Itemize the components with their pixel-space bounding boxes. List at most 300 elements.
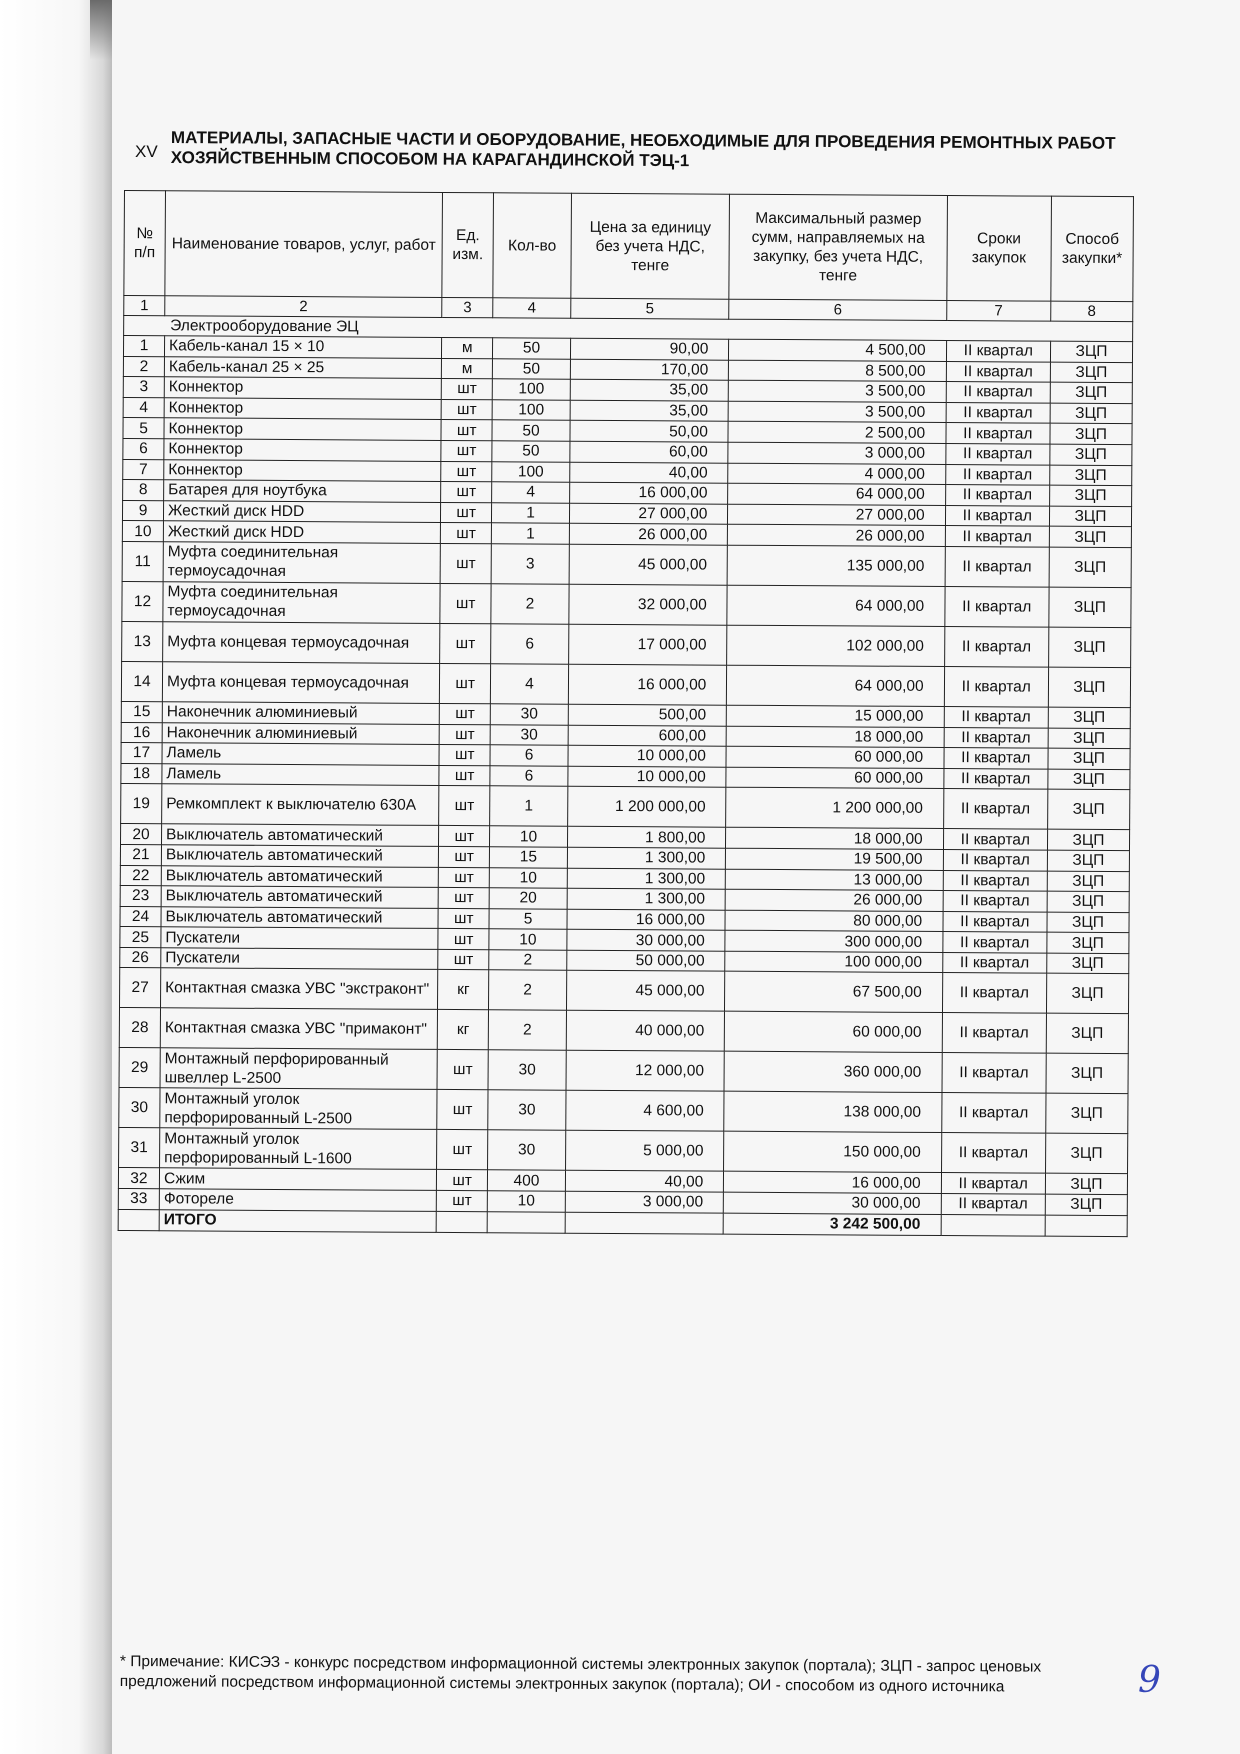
table-row bbox=[121, 784, 1130, 830]
row-number: 28 bbox=[119, 1008, 160, 1048]
row-number: 29 bbox=[119, 1048, 160, 1088]
unit-price: 32 000,00 bbox=[569, 584, 728, 625]
header-price: Цена за единицу без учета НДС, тенге bbox=[571, 193, 730, 299]
procurement-method: ЗЦП bbox=[1048, 728, 1130, 749]
max-sum: 15 000,00 bbox=[727, 705, 944, 727]
procurement-method: ЗЦП bbox=[1047, 932, 1129, 953]
procurement-method: ЗЦП bbox=[1046, 1054, 1128, 1095]
table-row bbox=[119, 1088, 1128, 1134]
unit-price: 16 000,00 bbox=[569, 482, 728, 504]
row-number: 23 bbox=[120, 886, 161, 907]
quantity: 5 bbox=[489, 908, 567, 929]
procurement-term: II квартал bbox=[945, 526, 1049, 547]
unit-price: 26 000,00 bbox=[569, 524, 728, 546]
quantity: 6 bbox=[490, 745, 568, 766]
header-qty: Кол-во bbox=[493, 193, 571, 298]
procurement-method: ЗЦП bbox=[1050, 362, 1132, 383]
item-name: Выключатель автоматический bbox=[161, 845, 438, 867]
row-number: 22 bbox=[120, 865, 161, 886]
unit-of-measure: шт bbox=[437, 1090, 488, 1130]
procurement-term: II квартал bbox=[944, 748, 1048, 769]
unit-price: 3 000,00 bbox=[565, 1191, 724, 1213]
quantity: 100 bbox=[492, 461, 570, 482]
item-name: Наконечник алюминиевый bbox=[162, 702, 439, 724]
column-number: 5 bbox=[571, 298, 730, 319]
unit-of-measure: шт bbox=[441, 420, 492, 441]
total-empty-cell bbox=[118, 1209, 159, 1230]
max-sum: 67 500,00 bbox=[725, 972, 943, 1013]
total-label: ИТОГО bbox=[159, 1209, 436, 1232]
row-number: 31 bbox=[119, 1128, 160, 1168]
quantity: 20 bbox=[489, 888, 567, 909]
unit-of-measure: шт bbox=[438, 929, 489, 950]
max-sum: 60 000,00 bbox=[725, 1012, 943, 1053]
procurement-method: ЗЦП bbox=[1048, 627, 1130, 668]
item-name: Батарея для ноутбука bbox=[164, 480, 441, 502]
procurement-term: II квартал bbox=[944, 626, 1048, 667]
unit-of-measure: шт bbox=[440, 623, 491, 663]
table-row bbox=[121, 661, 1130, 707]
unit-price: 1 300,00 bbox=[567, 868, 726, 890]
quantity: 100 bbox=[492, 400, 570, 421]
total-empty-cell bbox=[565, 1212, 724, 1234]
unit-of-measure: шт bbox=[437, 1050, 488, 1090]
header-name: Наименование товаров, услуг, работ bbox=[165, 191, 443, 298]
row-number: 24 bbox=[120, 906, 161, 927]
procurement-method: ЗЦП bbox=[1049, 527, 1131, 548]
document-title: МАТЕРИАЛЫ, ЗАПАСНЫЕ ЧАСТИ И ОБОРУДОВАНИЕ, НЕОБХОДИМЫЕ ДЛЯ ПРОВЕДЕНИЯ РЕМОНТНЫХ РАБОТ ХОЗЯЙСТВЕННЫМ СПОСОБОМ НА КАРАГАНДИНСКОЙ ТЭЦ-1 bbox=[170, 128, 1116, 171]
procurement-term: II квартал bbox=[945, 485, 1049, 506]
quantity: 2 bbox=[488, 1010, 566, 1050]
row-number: 4 bbox=[123, 397, 164, 418]
unit-price: 45 000,00 bbox=[569, 544, 728, 585]
unit-price: 40,00 bbox=[570, 462, 729, 484]
column-number: 1 bbox=[124, 296, 165, 316]
unit-of-measure: шт bbox=[441, 461, 492, 482]
procurement-method: ЗЦП bbox=[1047, 850, 1129, 871]
item-name: Коннектор bbox=[164, 418, 441, 440]
column-number: 3 bbox=[442, 297, 493, 317]
item-name: Жесткий диск HDD bbox=[163, 500, 440, 522]
item-name: Муфта соединительная термоусадочная bbox=[163, 542, 440, 584]
quantity: 1 bbox=[492, 503, 570, 524]
column-number: 7 bbox=[946, 301, 1050, 322]
quantity: 10 bbox=[487, 1191, 565, 1212]
quantity: 400 bbox=[488, 1170, 566, 1191]
table-row bbox=[122, 581, 1131, 627]
procurement-method: ЗЦП bbox=[1049, 485, 1131, 506]
item-name: Коннектор bbox=[164, 459, 441, 481]
quantity: 2 bbox=[491, 584, 569, 624]
procurement-term: II квартал bbox=[946, 423, 1050, 444]
procurement-method: ЗЦП bbox=[1047, 891, 1129, 912]
procurement-method: ЗЦП bbox=[1050, 465, 1132, 486]
unit-of-measure: шт bbox=[436, 1190, 487, 1211]
item-name: Выключатель автоматический bbox=[161, 906, 438, 928]
procurement-term: II квартал bbox=[943, 849, 1047, 870]
quantity: 50 bbox=[493, 358, 571, 379]
max-sum: 2 500,00 bbox=[728, 422, 945, 444]
row-number: 17 bbox=[121, 743, 162, 764]
procurement-term: II квартал bbox=[945, 586, 1049, 627]
procurement-term: II квартал bbox=[945, 464, 1049, 485]
item-name: Жесткий диск HDD bbox=[163, 521, 440, 543]
procurement-term: II квартал bbox=[946, 402, 1050, 423]
quantity: 10 bbox=[489, 867, 567, 888]
unit-of-measure: шт bbox=[441, 379, 492, 400]
unit-of-measure: м bbox=[442, 337, 493, 358]
procurement-term: II квартал bbox=[943, 891, 1047, 912]
item-name: Ламель bbox=[162, 763, 439, 785]
procurement-method: ЗЦП bbox=[1048, 748, 1130, 769]
column-number: 2 bbox=[165, 296, 442, 318]
unit-price: 50,00 bbox=[570, 421, 729, 443]
table-row bbox=[119, 1048, 1128, 1094]
total-sum: 3 242 500,00 bbox=[723, 1213, 940, 1235]
unit-of-measure: шт bbox=[439, 786, 490, 826]
item-name: Контактная смазка УВС "экстраконт" bbox=[161, 968, 438, 1010]
quantity: 3 bbox=[491, 544, 569, 584]
row-number: 12 bbox=[122, 581, 163, 621]
item-name: Наконечник алюминиевый bbox=[162, 722, 439, 744]
unit-price: 12 000,00 bbox=[566, 1051, 725, 1092]
procurement-term: II квартал bbox=[941, 1133, 1045, 1174]
unit-of-measure: шт bbox=[438, 908, 489, 929]
unit-price: 5 000,00 bbox=[565, 1131, 724, 1172]
unit-price: 40 000,00 bbox=[566, 1011, 725, 1052]
quantity: 30 bbox=[488, 1130, 566, 1170]
procurement-term: II квартал bbox=[943, 911, 1047, 932]
unit-of-measure: шт bbox=[439, 826, 490, 847]
max-sum: 8 500,00 bbox=[729, 360, 946, 382]
procurement-term: II квартал bbox=[944, 768, 1048, 789]
unit-of-measure: шт bbox=[438, 949, 489, 970]
procurement-method: ЗЦП bbox=[1046, 974, 1128, 1015]
max-sum: 100 000,00 bbox=[725, 951, 942, 973]
max-sum: 300 000,00 bbox=[725, 930, 942, 952]
unit-price: 30 000,00 bbox=[567, 929, 726, 951]
procurement-term: II квартал bbox=[944, 666, 1048, 707]
row-number: 15 bbox=[121, 701, 162, 722]
item-name: Пускатели bbox=[161, 927, 438, 949]
unit-of-measure: шт bbox=[440, 543, 491, 583]
max-sum: 18 000,00 bbox=[726, 828, 943, 850]
procurement-method: ЗЦП bbox=[1047, 871, 1129, 892]
procurement-method: ЗЦП bbox=[1047, 953, 1129, 974]
procurement-method: ЗЦП bbox=[1045, 1134, 1127, 1175]
procurement-method: ЗЦП bbox=[1050, 341, 1132, 362]
item-name: Кабель-канал 15 × 10 bbox=[165, 336, 442, 358]
unit-of-measure: шт bbox=[441, 399, 492, 420]
procurement-term: II квартал bbox=[942, 1013, 1046, 1054]
row-number: 2 bbox=[123, 356, 164, 377]
max-sum: 1 200 000,00 bbox=[726, 788, 944, 829]
quantity: 50 bbox=[493, 338, 571, 359]
quantity: 30 bbox=[490, 704, 568, 725]
item-name: Выключатель автоматический bbox=[161, 865, 438, 887]
procurement-method: ЗЦП bbox=[1050, 444, 1132, 465]
row-number: 33 bbox=[118, 1189, 159, 1210]
max-sum: 3 500,00 bbox=[728, 401, 945, 423]
max-sum: 80 000,00 bbox=[725, 910, 942, 932]
max-sum: 19 500,00 bbox=[726, 848, 943, 870]
header-term: Сроки закупок bbox=[947, 196, 1052, 302]
procurement-term: II квартал bbox=[941, 1093, 1045, 1134]
unit-price: 16 000,00 bbox=[567, 909, 726, 931]
item-name: Фотореле bbox=[159, 1189, 436, 1211]
unit-of-measure: кг bbox=[437, 1010, 488, 1050]
procurement-method: ЗЦП bbox=[1047, 829, 1129, 850]
unit-price: 16 000,00 bbox=[568, 664, 727, 705]
unit-of-measure: шт bbox=[439, 703, 490, 724]
max-sum: 4 000,00 bbox=[728, 463, 945, 485]
row-number: 27 bbox=[120, 968, 161, 1008]
unit-of-measure: шт bbox=[439, 745, 490, 766]
row-number: 32 bbox=[118, 1168, 159, 1189]
procurement-method: ЗЦП bbox=[1050, 424, 1132, 445]
row-number: 25 bbox=[120, 927, 161, 948]
procurement-term: II квартал bbox=[946, 382, 1050, 403]
unit-of-measure: шт bbox=[438, 867, 489, 888]
item-name: Монтажный перфорированный швеллер L-2500 bbox=[160, 1048, 437, 1090]
row-number: 11 bbox=[122, 541, 163, 581]
unit-of-measure: шт bbox=[437, 1170, 488, 1191]
procurement-term: II квартал bbox=[944, 706, 1048, 727]
row-number: 26 bbox=[120, 947, 161, 968]
procurement-method: ЗЦП bbox=[1050, 403, 1132, 424]
item-name: Пускатели bbox=[161, 948, 438, 970]
procurement-term: II квартал bbox=[943, 789, 1047, 830]
quantity: 50 bbox=[492, 441, 570, 462]
header-num: № п/п bbox=[124, 191, 166, 296]
header-unit: Ед. изм. bbox=[442, 192, 494, 297]
max-sum: 30 000,00 bbox=[724, 1192, 941, 1214]
item-name: Ремкомплект к выключателю 630А bbox=[162, 784, 439, 826]
table-row bbox=[122, 621, 1131, 667]
procurement-table-container bbox=[118, 190, 1134, 1237]
row-number: 18 bbox=[121, 763, 162, 784]
item-name: Коннектор bbox=[164, 398, 441, 420]
max-sum: 26 000,00 bbox=[728, 525, 945, 547]
item-name: Контактная смазка УВС "примаконт" bbox=[160, 1008, 437, 1050]
row-number: 20 bbox=[121, 824, 162, 845]
total-empty-cell bbox=[487, 1211, 565, 1232]
row-number: 19 bbox=[121, 784, 162, 824]
total-empty-cell bbox=[436, 1211, 487, 1232]
unit-of-measure: кг bbox=[438, 970, 489, 1010]
table-row bbox=[122, 541, 1131, 587]
procurement-term: II квартал bbox=[943, 932, 1047, 953]
procurement-term: II квартал bbox=[942, 952, 1046, 973]
row-number: 21 bbox=[120, 844, 161, 865]
item-name: Муфта соединительная термоусадочная bbox=[163, 582, 440, 624]
row-number: 1 bbox=[123, 336, 164, 357]
procurement-table bbox=[118, 190, 1134, 1237]
unit-of-measure: м bbox=[442, 358, 493, 379]
unit-price: 40,00 bbox=[565, 1171, 724, 1193]
quantity: 2 bbox=[489, 970, 567, 1010]
procurement-method: ЗЦП bbox=[1046, 1094, 1128, 1135]
section-number: XV bbox=[135, 142, 158, 161]
unit-price: 45 000,00 bbox=[566, 971, 725, 1012]
procurement-term: II квартал bbox=[945, 505, 1049, 526]
unit-price: 10 000,00 bbox=[568, 766, 727, 788]
max-sum: 16 000,00 bbox=[724, 1172, 941, 1194]
procurement-term: II квартал bbox=[946, 361, 1050, 382]
row-number: 10 bbox=[122, 521, 163, 542]
quantity: 100 bbox=[492, 379, 570, 400]
item-name: Муфта концевая термоусадочная bbox=[162, 662, 439, 704]
unit-price: 1 300,00 bbox=[567, 888, 726, 910]
column-number: 6 bbox=[729, 299, 946, 320]
procurement-term: II квартал bbox=[943, 829, 1047, 850]
max-sum: 360 000,00 bbox=[724, 1052, 942, 1093]
procurement-method: ЗЦП bbox=[1049, 547, 1131, 588]
unit-of-measure: шт bbox=[441, 482, 492, 503]
procurement-method: ЗЦП bbox=[1045, 1194, 1127, 1215]
unit-price: 10 000,00 bbox=[568, 745, 727, 767]
section-label: Электрооборудование ЭЦ bbox=[124, 316, 1133, 342]
procurement-method: ЗЦП bbox=[1048, 667, 1130, 708]
item-name: Выключатель автоматический bbox=[161, 886, 438, 908]
quantity: 6 bbox=[491, 624, 569, 664]
unit-price: 170,00 bbox=[570, 359, 729, 381]
procurement-method: ЗЦП bbox=[1049, 506, 1131, 527]
quantity: 30 bbox=[488, 1050, 566, 1090]
max-sum: 60 000,00 bbox=[726, 767, 943, 789]
max-sum: 18 000,00 bbox=[726, 726, 943, 748]
quantity: 6 bbox=[490, 765, 568, 786]
unit-of-measure: шт bbox=[439, 846, 490, 867]
row-number: 30 bbox=[119, 1088, 160, 1128]
total-empty-cell bbox=[1045, 1215, 1127, 1237]
max-sum: 135 000,00 bbox=[727, 545, 945, 586]
unit-price: 600,00 bbox=[568, 725, 727, 747]
quantity: 1 bbox=[492, 523, 570, 544]
max-sum: 150 000,00 bbox=[724, 1132, 942, 1173]
row-number: 9 bbox=[122, 500, 163, 521]
max-sum: 3 500,00 bbox=[729, 380, 946, 402]
max-sum: 3 000,00 bbox=[728, 442, 945, 464]
item-name: Выключатель автоматический bbox=[162, 824, 439, 846]
row-number: 16 bbox=[121, 722, 162, 743]
quantity: 2 bbox=[489, 950, 567, 971]
procurement-method: ЗЦП bbox=[1048, 707, 1130, 728]
table-header-row bbox=[124, 191, 1134, 302]
row-number: 6 bbox=[123, 438, 164, 459]
max-sum: 64 000,00 bbox=[728, 483, 945, 505]
quantity: 4 bbox=[492, 482, 570, 503]
quantity: 50 bbox=[492, 420, 570, 441]
quantity: 30 bbox=[490, 724, 568, 745]
procurement-term: II квартал bbox=[943, 870, 1047, 891]
quantity: 15 bbox=[490, 847, 568, 868]
unit-of-measure: шт bbox=[438, 888, 489, 909]
procurement-method: ЗЦП bbox=[1049, 587, 1131, 628]
unit-of-measure: шт bbox=[440, 583, 491, 623]
quantity: 10 bbox=[489, 929, 567, 950]
table-row bbox=[120, 968, 1129, 1014]
unit-price: 90,00 bbox=[570, 338, 729, 360]
max-sum: 4 500,00 bbox=[729, 339, 946, 361]
procurement-term: II квартал bbox=[946, 443, 1050, 464]
max-sum: 64 000,00 bbox=[727, 585, 945, 626]
unit-price: 35,00 bbox=[570, 400, 729, 422]
row-number: 13 bbox=[122, 621, 163, 661]
max-sum: 102 000,00 bbox=[727, 625, 945, 666]
procurement-method: ЗЦП bbox=[1048, 789, 1130, 830]
scan-edge-shadow bbox=[0, 0, 112, 1754]
unit-of-measure: шт bbox=[441, 502, 492, 523]
row-number: 7 bbox=[123, 459, 164, 480]
max-sum: 138 000,00 bbox=[724, 1092, 942, 1133]
row-number: 8 bbox=[123, 480, 164, 501]
quantity: 30 bbox=[488, 1090, 566, 1130]
unit-price: 4 600,00 bbox=[566, 1091, 725, 1132]
unit-of-measure: шт bbox=[437, 1130, 488, 1170]
unit-price: 50 000,00 bbox=[567, 950, 726, 972]
unit-price: 1 800,00 bbox=[567, 827, 726, 849]
item-name: Монтажный уголок перфорированный L-2500 bbox=[160, 1088, 437, 1130]
item-name: Ламель bbox=[162, 743, 439, 765]
unit-of-measure: шт bbox=[440, 663, 491, 703]
procurement-term: II квартал bbox=[941, 1173, 1045, 1194]
procurement-term: II квартал bbox=[945, 546, 1049, 587]
procurement-method: ЗЦП bbox=[1046, 1014, 1128, 1055]
unit-price: 27 000,00 bbox=[569, 503, 728, 525]
unit-of-measure: шт bbox=[441, 440, 492, 461]
row-number: 3 bbox=[123, 377, 164, 398]
header-method: Способ закупки* bbox=[1051, 196, 1134, 301]
unit-price: 1 300,00 bbox=[567, 847, 726, 869]
max-sum: 13 000,00 bbox=[726, 869, 943, 891]
column-number: 4 bbox=[493, 298, 571, 318]
quantity: 1 bbox=[490, 786, 568, 826]
procurement-method: ЗЦП bbox=[1048, 769, 1130, 790]
max-sum: 27 000,00 bbox=[728, 504, 945, 526]
max-sum: 64 000,00 bbox=[727, 665, 945, 706]
table-body bbox=[118, 336, 1132, 1216]
item-name: Муфта концевая термоусадочная bbox=[163, 622, 440, 664]
handwritten-page-number: 9 bbox=[1138, 1660, 1161, 1701]
procurement-method: ЗЦП bbox=[1047, 912, 1129, 933]
item-name: Кабель-канал 25 × 25 bbox=[164, 356, 441, 378]
procurement-term: II квартал bbox=[944, 727, 1048, 748]
item-name: Сжим bbox=[159, 1168, 436, 1190]
procurement-term: II квартал bbox=[941, 1194, 1045, 1215]
row-number: 5 bbox=[123, 418, 164, 439]
unit-price: 1 200 000,00 bbox=[567, 787, 726, 828]
item-name: Коннектор bbox=[164, 439, 441, 461]
header-sum: Максимальный размер сумм, направляемых на закупку, без учета НДС, тенге bbox=[729, 194, 947, 300]
quantity: 4 bbox=[491, 664, 569, 704]
unit-price: 17 000,00 bbox=[568, 624, 727, 665]
item-name: Монтажный уголок перфорированный L-1600 bbox=[160, 1128, 437, 1170]
row-number: 14 bbox=[121, 661, 162, 701]
procurement-method: ЗЦП bbox=[1045, 1174, 1127, 1195]
total-empty-cell bbox=[941, 1214, 1045, 1236]
unit-of-measure: шт bbox=[439, 724, 490, 745]
max-sum: 60 000,00 bbox=[726, 746, 943, 768]
unit-price: 60,00 bbox=[570, 441, 729, 463]
table-row bbox=[119, 1128, 1128, 1174]
procurement-term: II квартал bbox=[942, 1053, 1046, 1094]
table-row bbox=[119, 1008, 1128, 1054]
column-number: 8 bbox=[1051, 301, 1133, 322]
unit-of-measure: шт bbox=[441, 523, 492, 544]
unit-of-measure: шт bbox=[439, 765, 490, 786]
procurement-method: ЗЦП bbox=[1050, 382, 1132, 403]
